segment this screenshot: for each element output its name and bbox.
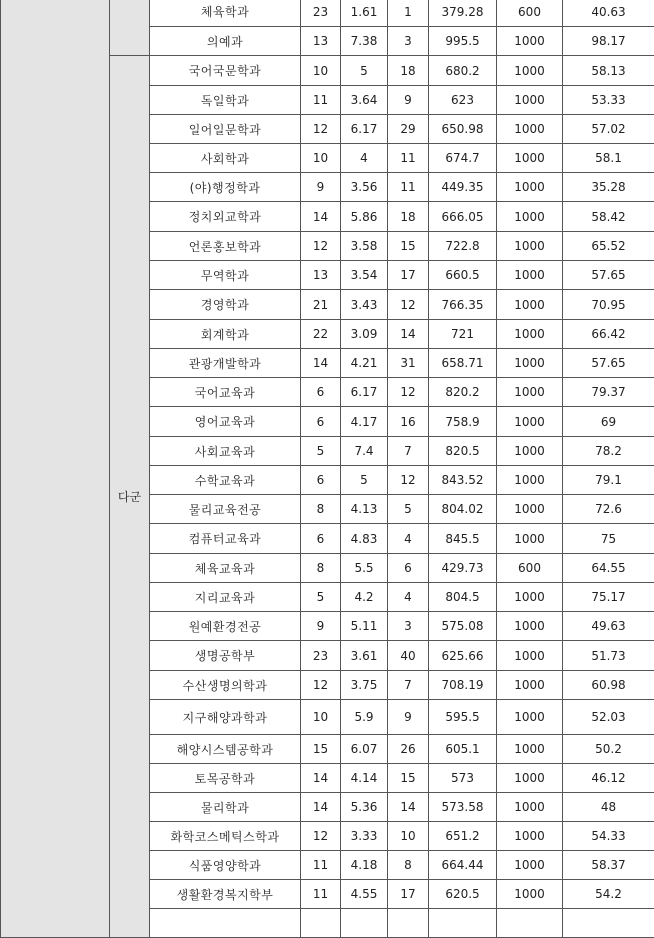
value-cell-c6: [563, 909, 654, 938]
value-cell-c6: 54.2: [563, 880, 654, 909]
value-cell-c2: 6.17: [341, 378, 388, 407]
value-cell-c1: 6: [301, 524, 341, 554]
group-label: 다군: [110, 488, 149, 505]
value-cell-c5: 1000: [497, 437, 563, 466]
value-cell-c4: 379.28: [429, 0, 497, 27]
value-cell-c2: 4: [341, 144, 388, 173]
value-cell-c5: 1000: [497, 144, 563, 173]
value-cell-c6: 57.65: [563, 261, 654, 290]
value-cell-c4: 845.5: [429, 524, 497, 554]
value-cell-c5: 1000: [497, 202, 563, 232]
department-cell: 사회교육과: [150, 437, 301, 466]
department-cell: 식품영양학과: [150, 851, 301, 880]
value-cell-c6: 58.1: [563, 144, 654, 173]
value-cell-c3: 9: [388, 700, 429, 735]
department-cell: 수산생명의학과: [150, 671, 301, 700]
value-cell-c4: 573: [429, 764, 497, 793]
value-cell-c6: 52.03: [563, 700, 654, 735]
department-cell: 해양시스템공학과: [150, 735, 301, 764]
value-cell-c6: 79.37: [563, 378, 654, 407]
value-cell-c6: 79.1: [563, 466, 654, 495]
value-cell-c6: 60.98: [563, 671, 654, 700]
value-cell-c5: 1000: [497, 851, 563, 880]
value-cell-c5: 600: [497, 554, 563, 583]
value-cell-c1: 6: [301, 466, 341, 495]
value-cell-c6: 58.42: [563, 202, 654, 232]
value-cell-c2: 4.2: [341, 583, 388, 612]
value-cell-c4: 758.9: [429, 407, 497, 437]
value-cell-c6: 58.37: [563, 851, 654, 880]
value-cell-c5: 1000: [497, 700, 563, 735]
value-cell-c5: 1000: [497, 86, 563, 115]
department-cell: 물리교육전공: [150, 495, 301, 524]
value-cell-c3: 5: [388, 495, 429, 524]
value-cell-c1: 11: [301, 86, 341, 115]
value-cell-c6: 70.95: [563, 290, 654, 320]
value-cell-c2: 3.43: [341, 290, 388, 320]
value-cell-c1: 22: [301, 320, 341, 349]
value-cell-c3: 18: [388, 202, 429, 232]
value-cell-c3: 7: [388, 437, 429, 466]
department-cell: 무역학과: [150, 261, 301, 290]
value-cell-c3: 4: [388, 524, 429, 554]
value-cell-c6: 49.63: [563, 612, 654, 641]
value-cell-c3: 16: [388, 407, 429, 437]
value-cell-c5: [497, 909, 563, 938]
value-cell-c5: 1000: [497, 880, 563, 909]
value-cell-c3: 17: [388, 880, 429, 909]
department-cell: 컴퓨터교육과: [150, 524, 301, 554]
value-cell-c5: 1000: [497, 27, 563, 56]
value-cell-c3: 3: [388, 27, 429, 56]
value-cell-c2: 3.58: [341, 232, 388, 261]
department-cell: 의예과: [150, 27, 301, 56]
value-cell-c4: 804.02: [429, 495, 497, 524]
department-cell: [150, 909, 301, 938]
value-cell-c1: 12: [301, 822, 341, 851]
value-cell-c6: 66.42: [563, 320, 654, 349]
value-cell-c1: 14: [301, 764, 341, 793]
value-cell-c5: 1000: [497, 320, 563, 349]
value-cell-c1: 14: [301, 793, 341, 822]
value-cell-c1: 12: [301, 115, 341, 144]
value-cell-c1: 21: [301, 290, 341, 320]
value-cell-c4: 625.66: [429, 641, 497, 671]
value-cell-c5: 1000: [497, 173, 563, 202]
value-cell-c3: 1: [388, 0, 429, 27]
value-cell-c5: 1000: [497, 524, 563, 554]
value-cell-c2: 4.17: [341, 407, 388, 437]
department-cell: (야)행정학과: [150, 173, 301, 202]
value-cell-c2: 1.61: [341, 0, 388, 27]
value-cell-c1: 14: [301, 349, 341, 378]
value-cell-c4: 575.08: [429, 612, 497, 641]
value-cell-c3: 26: [388, 735, 429, 764]
value-cell-c4: 623: [429, 86, 497, 115]
value-cell-c3: 12: [388, 466, 429, 495]
value-cell-c5: 1000: [497, 56, 563, 86]
value-cell-c2: 4.13: [341, 495, 388, 524]
value-cell-c5: 1000: [497, 466, 563, 495]
department-cell: 물리학과: [150, 793, 301, 822]
value-cell-c4: 658.71: [429, 349, 497, 378]
value-cell-c3: 7: [388, 671, 429, 700]
value-cell-c5: 1000: [497, 261, 563, 290]
value-cell-c4: 843.52: [429, 466, 497, 495]
value-cell-c1: 23: [301, 641, 341, 671]
value-cell-c6: 51.73: [563, 641, 654, 671]
value-cell-c4: 664.44: [429, 851, 497, 880]
value-cell-c5: 1000: [497, 378, 563, 407]
value-cell-c6: 72.6: [563, 495, 654, 524]
department-cell: 체육교육과: [150, 554, 301, 583]
value-cell-c3: 15: [388, 764, 429, 793]
value-cell-c2: 7.4: [341, 437, 388, 466]
value-cell-c2: 4.18: [341, 851, 388, 880]
value-cell-c5: 1000: [497, 793, 563, 822]
value-cell-c6: 35.28: [563, 173, 654, 202]
value-cell-c1: 5: [301, 437, 341, 466]
value-cell-c2: 4.21: [341, 349, 388, 378]
department-cell: 지리교육과: [150, 583, 301, 612]
value-cell-c3: [388, 909, 429, 938]
value-cell-c3: 15: [388, 232, 429, 261]
value-cell-c5: 1000: [497, 115, 563, 144]
value-cell-c1: 6: [301, 378, 341, 407]
value-cell-c3: 3: [388, 612, 429, 641]
value-cell-c5: 1000: [497, 671, 563, 700]
value-cell-c3: 9: [388, 86, 429, 115]
value-cell-c5: 600: [497, 0, 563, 27]
value-cell-c2: 5: [341, 466, 388, 495]
value-cell-c3: 12: [388, 378, 429, 407]
department-cell: 원예환경전공: [150, 612, 301, 641]
value-cell-c4: 573.58: [429, 793, 497, 822]
value-cell-c3: 14: [388, 320, 429, 349]
department-cell: 수학교육과: [150, 466, 301, 495]
value-cell-c6: 53.33: [563, 86, 654, 115]
value-cell-c2: 5.5: [341, 554, 388, 583]
value-cell-c4: 429.73: [429, 554, 497, 583]
value-cell-c1: 15: [301, 735, 341, 764]
value-cell-c2: 4.14: [341, 764, 388, 793]
value-cell-c5: 1000: [497, 407, 563, 437]
group-cell: [110, 0, 150, 56]
value-cell-c1: 12: [301, 232, 341, 261]
value-cell-c6: 54.33: [563, 822, 654, 851]
value-cell-c4: 820.2: [429, 378, 497, 407]
group-cell: [110, 56, 150, 938]
department-cell: 국어교육과: [150, 378, 301, 407]
value-cell-c4: 620.5: [429, 880, 497, 909]
value-cell-c4: 660.5: [429, 261, 497, 290]
department-cell: 언론홍보학과: [150, 232, 301, 261]
value-cell-c1: [301, 909, 341, 938]
value-cell-c1: 10: [301, 144, 341, 173]
value-cell-c2: 3.54: [341, 261, 388, 290]
value-cell-c1: 5: [301, 583, 341, 612]
value-cell-c2: 7.38: [341, 27, 388, 56]
department-cell: 일어일문학과: [150, 115, 301, 144]
value-cell-c6: 57.65: [563, 349, 654, 378]
value-cell-c1: 11: [301, 851, 341, 880]
value-cell-c4: 650.98: [429, 115, 497, 144]
value-cell-c6: 50.2: [563, 735, 654, 764]
value-cell-c3: 8: [388, 851, 429, 880]
value-cell-c1: 6: [301, 407, 341, 437]
value-cell-c3: 12: [388, 290, 429, 320]
value-cell-c1: 14: [301, 202, 341, 232]
value-cell-c2: 4.55: [341, 880, 388, 909]
department-cell: 회계학과: [150, 320, 301, 349]
value-cell-c6: 78.2: [563, 437, 654, 466]
value-cell-c4: 804.5: [429, 583, 497, 612]
value-cell-c6: 46.12: [563, 764, 654, 793]
value-cell-c2: [341, 909, 388, 938]
value-cell-c6: 64.55: [563, 554, 654, 583]
value-cell-c1: 9: [301, 612, 341, 641]
value-cell-c3: 31: [388, 349, 429, 378]
value-cell-c6: 48: [563, 793, 654, 822]
department-cell: 독일학과: [150, 86, 301, 115]
value-cell-c5: 1000: [497, 764, 563, 793]
value-cell-c4: 820.5: [429, 437, 497, 466]
value-cell-c1: 13: [301, 261, 341, 290]
value-cell-c4: 651.2: [429, 822, 497, 851]
value-cell-c4: 722.8: [429, 232, 497, 261]
value-cell-c4: 666.05: [429, 202, 497, 232]
value-cell-c4: 708.19: [429, 671, 497, 700]
value-cell-c6: 75: [563, 524, 654, 554]
value-cell-c2: 3.09: [341, 320, 388, 349]
value-cell-c5: 1000: [497, 495, 563, 524]
value-cell-c6: 98.17: [563, 27, 654, 56]
value-cell-c1: 13: [301, 27, 341, 56]
value-cell-c1: 9: [301, 173, 341, 202]
value-cell-c3: 10: [388, 822, 429, 851]
department-cell: 지구해양과학과: [150, 700, 301, 735]
department-cell: 영어교육과: [150, 407, 301, 437]
value-cell-c1: 12: [301, 671, 341, 700]
value-cell-c2: 6.17: [341, 115, 388, 144]
department-cell: 토목공학과: [150, 764, 301, 793]
value-cell-c2: 5.11: [341, 612, 388, 641]
category-column: [1, 0, 110, 938]
value-cell-c6: 69: [563, 407, 654, 437]
value-cell-c6: 58.13: [563, 56, 654, 86]
value-cell-c6: 57.02: [563, 115, 654, 144]
value-cell-c4: 766.35: [429, 290, 497, 320]
value-cell-c1: 23: [301, 0, 341, 27]
department-cell: 화학코스메틱스학과: [150, 822, 301, 851]
value-cell-c3: 14: [388, 793, 429, 822]
value-cell-c2: 3.75: [341, 671, 388, 700]
value-cell-c3: 29: [388, 115, 429, 144]
department-cell: 정치외교학과: [150, 202, 301, 232]
value-cell-c4: 721: [429, 320, 497, 349]
value-cell-c5: 1000: [497, 232, 563, 261]
value-cell-c6: 75.17: [563, 583, 654, 612]
value-cell-c3: 4: [388, 583, 429, 612]
value-cell-c3: 18: [388, 56, 429, 86]
value-cell-c2: 5: [341, 56, 388, 86]
department-cell: 생활환경복지학부: [150, 880, 301, 909]
value-cell-c1: 10: [301, 700, 341, 735]
value-cell-c1: 8: [301, 554, 341, 583]
value-cell-c2: 3.33: [341, 822, 388, 851]
value-cell-c1: 10: [301, 56, 341, 86]
value-cell-c5: 1000: [497, 735, 563, 764]
value-cell-c2: 5.86: [341, 202, 388, 232]
value-cell-c6: 40.63: [563, 0, 654, 27]
value-cell-c5: 1000: [497, 290, 563, 320]
department-cell: 사회학과: [150, 144, 301, 173]
value-cell-c2: 3.61: [341, 641, 388, 671]
value-cell-c2: 3.56: [341, 173, 388, 202]
value-cell-c4: 605.1: [429, 735, 497, 764]
value-cell-c4: 680.2: [429, 56, 497, 86]
value-cell-c5: 1000: [497, 822, 563, 851]
value-cell-c4: [429, 909, 497, 938]
department-cell: 체육학과: [150, 0, 301, 27]
value-cell-c3: 17: [388, 261, 429, 290]
value-cell-c5: 1000: [497, 612, 563, 641]
value-cell-c3: 11: [388, 144, 429, 173]
value-cell-c2: 4.83: [341, 524, 388, 554]
value-cell-c3: 6: [388, 554, 429, 583]
value-cell-c2: 6.07: [341, 735, 388, 764]
department-cell: 경영학과: [150, 290, 301, 320]
value-cell-c6: 65.52: [563, 232, 654, 261]
value-cell-c3: 11: [388, 173, 429, 202]
value-cell-c5: 1000: [497, 641, 563, 671]
value-cell-c2: 3.64: [341, 86, 388, 115]
value-cell-c1: 8: [301, 495, 341, 524]
value-cell-c1: 11: [301, 880, 341, 909]
value-cell-c2: 5.36: [341, 793, 388, 822]
department-cell: 관광개발학과: [150, 349, 301, 378]
value-cell-c3: 40: [388, 641, 429, 671]
value-cell-c4: 449.35: [429, 173, 497, 202]
value-cell-c5: 1000: [497, 349, 563, 378]
value-cell-c4: 674.7: [429, 144, 497, 173]
department-cell: 생명공학부: [150, 641, 301, 671]
value-cell-c4: 595.5: [429, 700, 497, 735]
value-cell-c2: 5.9: [341, 700, 388, 735]
department-cell: 국어국문학과: [150, 56, 301, 86]
table-row: [1, 0, 654, 27]
value-cell-c5: 1000: [497, 583, 563, 612]
value-cell-c4: 995.5: [429, 27, 497, 56]
